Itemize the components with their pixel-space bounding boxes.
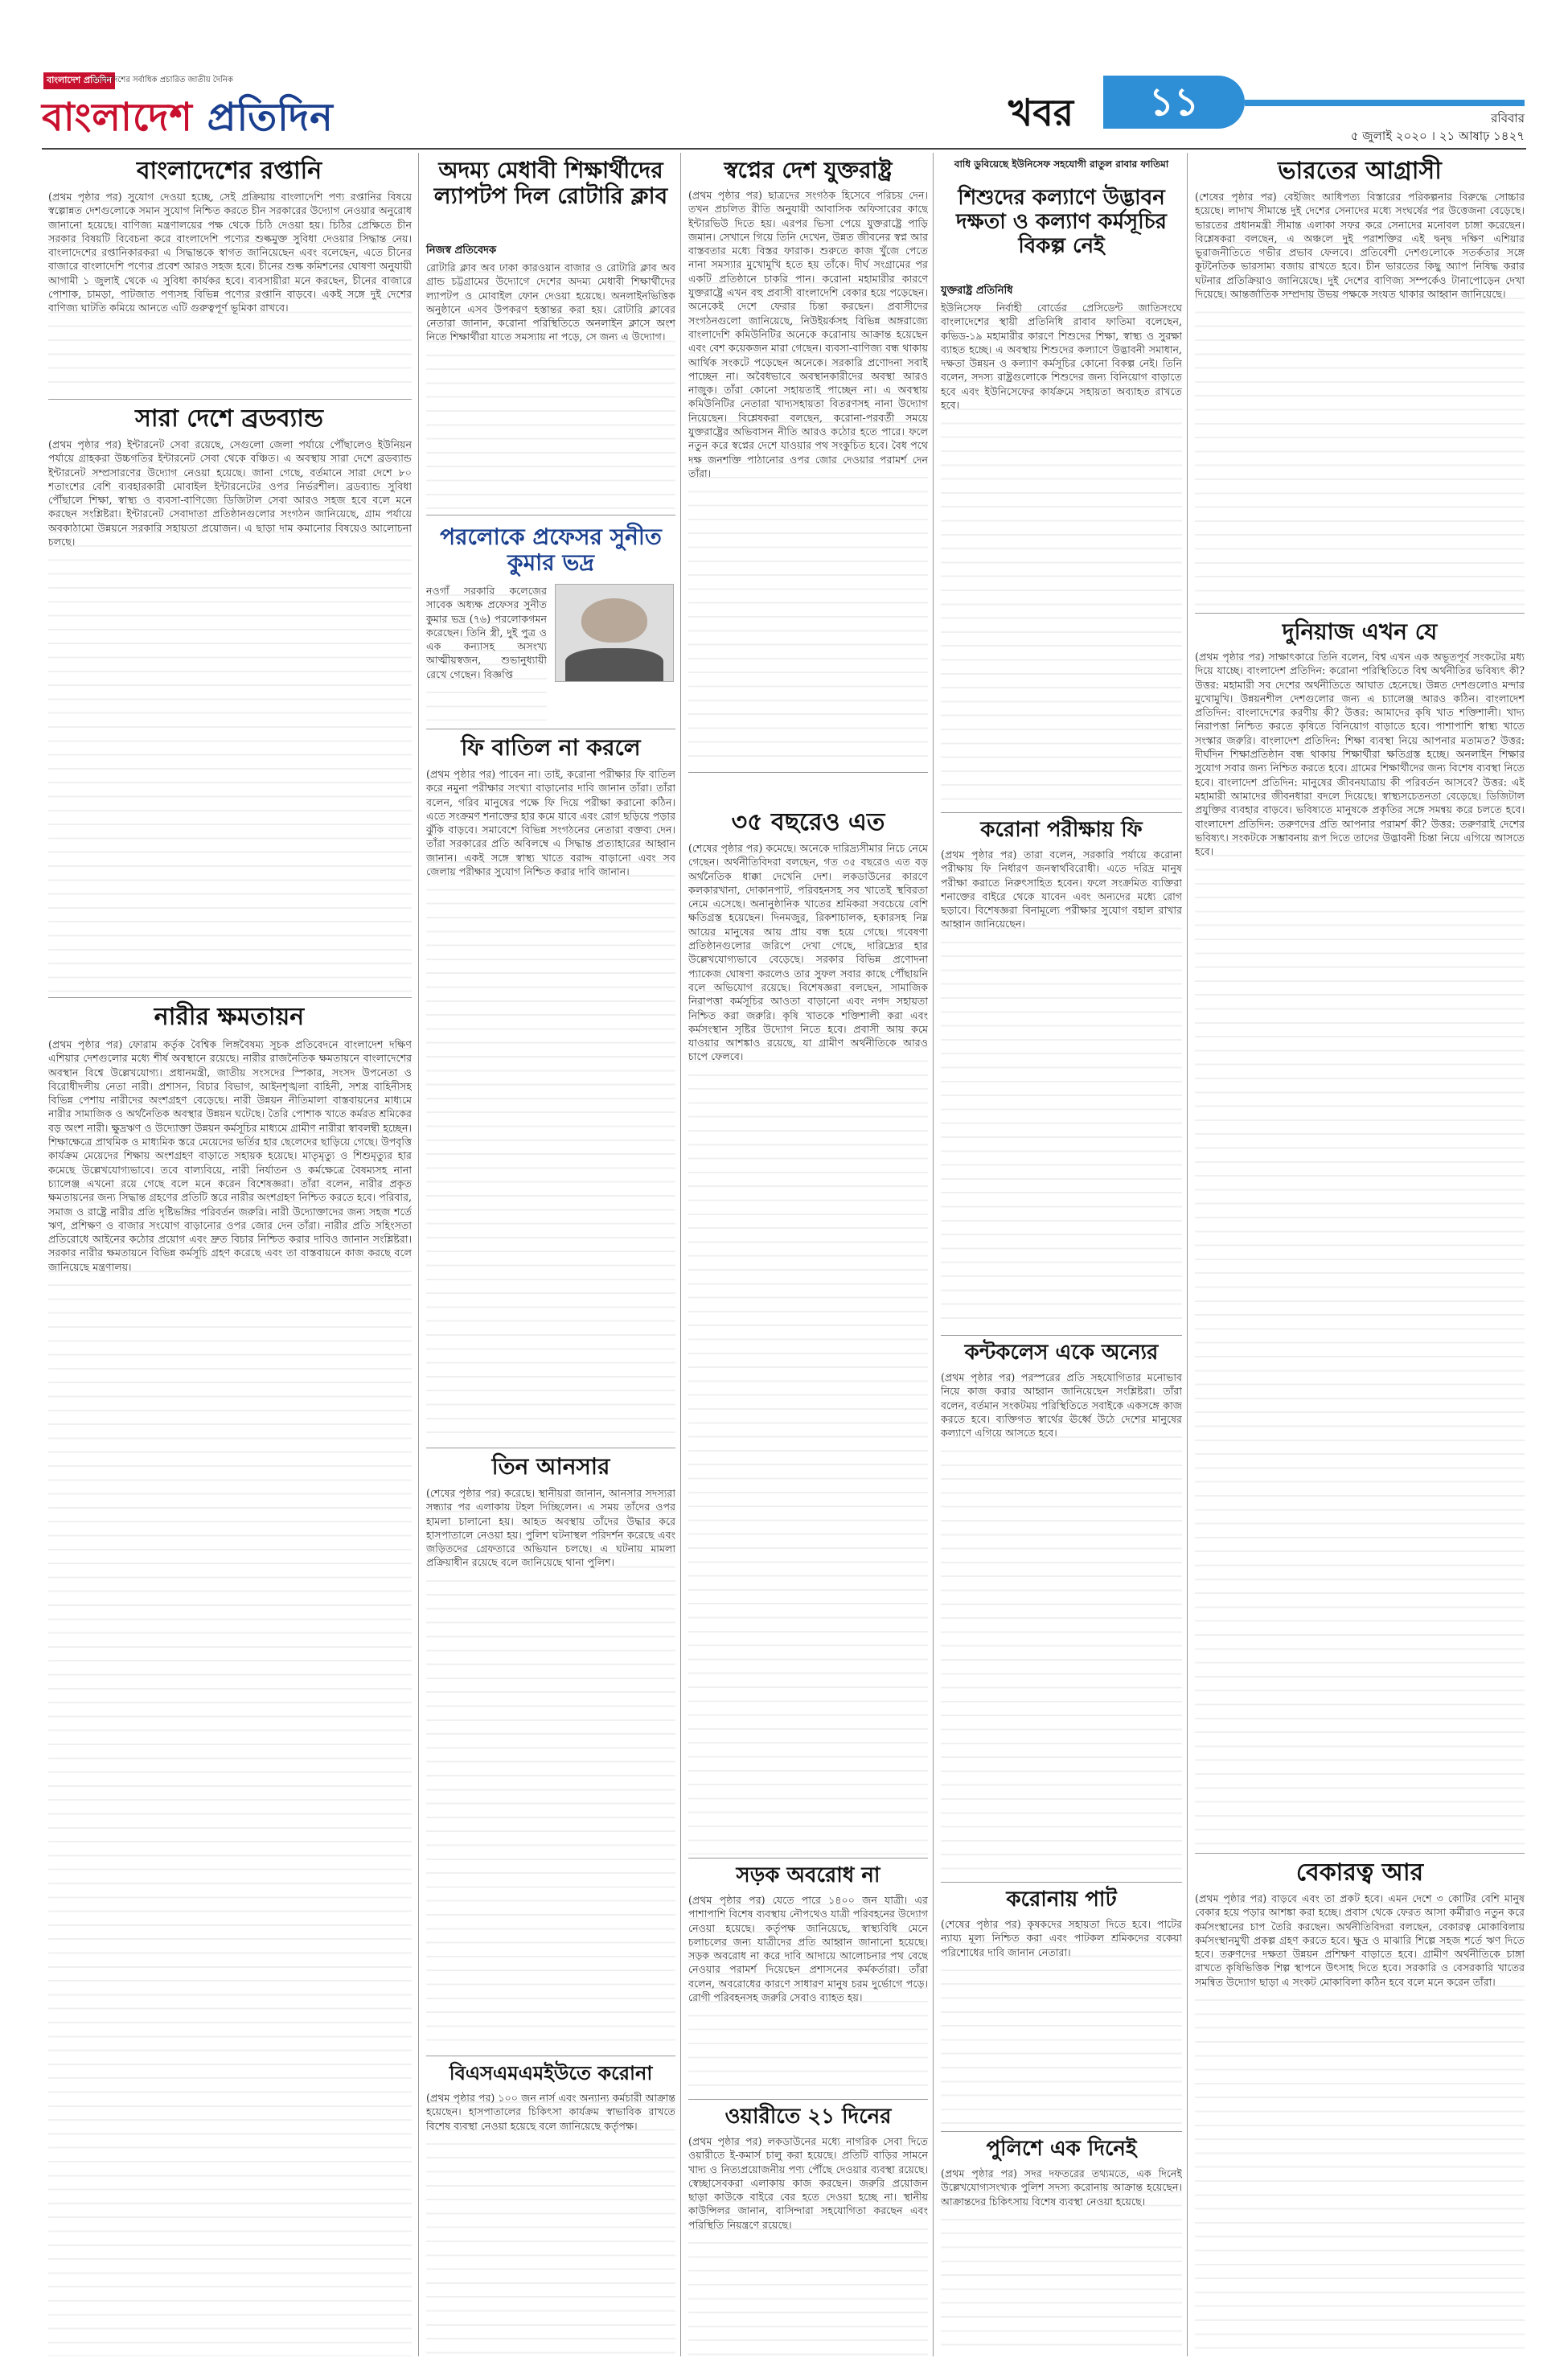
column-divider: [418, 153, 419, 2356]
page-number-badge: ১১: [1103, 76, 1245, 129]
article-divider: [688, 2099, 928, 2100]
headline: ফি বাতিল না করলে: [461, 734, 641, 761]
column-divider: [933, 153, 934, 2356]
article-body: [426, 767, 675, 1443]
article-body: [941, 2167, 1182, 2356]
headline: সড়ক অবরোধ না: [736, 1863, 880, 1887]
photo-shirt: [565, 648, 664, 681]
day-name: রবিবার: [1491, 111, 1525, 125]
article-text: (শেষের পৃষ্ঠার পর) বেইজিং আধিপত্য বিস্তারের পরিকল্পনার বিরুদ্ধে সোচ্চার হয়েছে। লাদাখ সীমান্তে দুই দেশের সেনাদের মধ্যে সংঘর্ষের পর উত্তেজনা বেড়েছে। ভারতের প্রধানমন্ত্রী সীমান্ত এলাকা সফর করে সেনাদের মনোবল চাঙ্গা করেছেন। বিশ্লেষকরা বলছেন, এ অঞ্চলে দুই পরাশক্তির এই দ্বন্দ্ব দক্ষিণ এশিয়ার ভূরাজনীতিতে গভীর প্রভাব ফেলবে। প্রতিবেশী দেশগুলোকে সতর্কতার সঙ্গে কূটনৈতিক ভারসাম্য বজায় রাখতে হবে। চীন ভারতের কিছু অ্যাপ নিষিদ্ধ করার ঘটনার প্রতিক্রিয়াও জানিয়েছে। দুই দেশের বাণিজ্য সম্পর্কেও টানাপোড়েন দেখা দিয়েছে। আন্তর্জাতিক সম্প্রদায় উভয় পক্ষকে সংযত থাকার আহ্বান জানিয়েছে।: [1195, 191, 1525, 301]
article-text: (প্রথম পৃষ্ঠার পর) সুযোগ দেওয়া হচ্ছে, সেই প্রক্রিয়ায় বাংলাদেশি পণ্য রপ্তানির বিষয়ে স্বল্পোন্নত দেশগুলোকে সমান সুযোগ নিশ্চিত করতে চীন সরকারের উদ্যোগ নেওয়ার অনুরোধ জানানো হয়েছে। বাণিজ্য মন্ত্রণালয়ের পক্ষ থেকে চিঠি দেওয়া হয়। চিঠির প্রেক্ষিতে চীন সরকার বিষয়টি বিবেচনা করে বাংলাদেশি পণ্যের শুল্কমুক্ত সুবিধা দেওয়ার সিদ্ধান্ত নেয়। বাংলাদেশের রপ্তানিকারকরা এ সিদ্ধান্তকে স্বাগত জানিয়েছেন এবং বলেছেন, এতে চীনের বাজারে বাংলাদেশি পণ্যের প্রবেশ আরও সহজ হবে। চীনের শুল্ক কমিশনের ঘোষণা অনুযায়ী আগামী ১ জুলাই থেকে এ সুবিধা কার্যকর হবে। ব্যবসায়ীরা মনে করছেন, চীনের বাজারে পোশাক, চামড়া, পাটজাত পণ্যসহ বিভিন্ন পণ্যের রপ্তানি বাড়বে। একই সঙ্গে দুই দেশের বাণিজ্য ঘাটতি কমিয়ে আনতে এটি গুরুত্বপূর্ণ ভূমিকা রাখবে।: [48, 191, 412, 314]
headline: ভারতের আগ্রাসী: [1278, 157, 1442, 185]
headline: পরলোকে প্রফেসর সুনীত কুমার ভদ্র: [440, 524, 662, 577]
headline: অদম্য মেধাবী শিক্ষার্থীদের ল্যাপটপ দিল রোটারি ক্লাব: [433, 157, 668, 210]
masthead-rule: [42, 148, 1526, 150]
headline: বেকারত্ব আর: [1295, 1859, 1424, 1887]
article-text: (প্রথম পৃষ্ঠার পর) সাক্ষাৎকারে তিনি বলেন, বিশ্ব এখন এক অভূতপূর্ব সংকটের মধ্য দিয়ে যাচ্ছে। বাংলাদেশ প্রতিদিন: করোনা পরিস্থিতিতে বিশ্ব অর্থনীতির ভবিষ্যৎ কী? উত্তর: মহামারী সব দেশের অর্থনীতিতে আঘাত হেনেছে। উন্নত দেশগুলোও মন্দার মুখোমুখি। উন্নয়নশীল দেশগুলোর জন্য এ চ্যালেঞ্জ আরও কঠিন। বাংলাদেশ প্রতিদিন: বাংলাদেশের করণীয় কী? উত্তর: আমাদের কৃষি খাত শক্তিশালী। খাদ্য নিরাপত্তা নিশ্চিত করতে কৃষিতে বিনিয়োগ বাড়াতে হবে। পাশাপাশি স্বাস্থ্য খাতে সংস্কার জরুরি। বাংলাদেশ প্রতিদিন: শিক্ষা ব্যবস্থা নিয়ে আপনার মতামত? উত্তর: দীর্ঘদিন শিক্ষাপ্রতিষ্ঠান বন্ধ থাকায় শিক্ষার্থীরা ক্ষতিগ্রস্ত হচ্ছে। অনলাইন শিক্ষার সুযোগ সবার জন্য নিশ্চিত করতে হবে। গ্রামের শিক্ষার্থীদের জন্য বিশেষ ব্যবস্থা নিতে হবে। বাংলাদেশ প্রতিদিন: মানুষের জীবনযাত্রায় কী পরিবর্তন আসবে? উত্তর: এই মহামারী আমাদের জীবনধারা বদলে দিয়েছে। স্বাস্থ্যসচেতনতা বেড়েছে। ডিজিটাল প্রযুক্তির ব্যবহার বাড়বে। ভবিষ্যতে মানুষকে প্রকৃতির সঙ্গে সমন্বয় করে চলতে হবে। বাংলাদেশ প্রতিদিন: তরুণদের প্রতি আপনার পরামর্শ কী? উত্তর: তরুণরাই দেশের ভবিষ্যৎ। সংকটকে সম্ভাবনায় রূপ দিতে তাদের উদ্ভাবনী চিন্তা নিয়ে এগিয়ে আসতে হবে।: [1195, 651, 1525, 858]
article-text: ইউনিসেফ নির্বাহী বোর্ডের প্রেসিডেন্ট জাতিসংঘে বাংলাদেশের স্থায়ী প্রতিনিধি রাবাব ফাতিমা বলেছেন, কভিড-১৯ মহামারীর কারণে শিশুদের শিক্ষা, স্বাস্থ্য ও সুরক্ষা ব্যাহত হচ্ছে। এ অবস্থায় শিশুদের কল্যাণে উদ্ভাবনী সমাধান, দক্ষতা উন্নয়ন ও কল্যাণ কর্মসূচির কোনো বিকল্প নেই। তিনি বলেন, সদস্য রাষ্ট্রগুলোকে শিশুদের জন্য বিনিয়োগ বাড়াতে হবে এবং ইউনিসেফের কার্যক্রমে সহায়তা অব্যাহত রাখতে হবে।: [941, 302, 1182, 412]
headline: শিশুদের কল্যাণে উদ্ভাবন দক্ষতা ও কল্যাণ কর্মসূচির বিকল্প নেই: [955, 186, 1167, 258]
article-text: (প্রথম পৃষ্ঠার পর) বাড়বে এবং তা প্রকট হবে। এমন দেশে ৩ কোটির বেশি মানুষ বেকার হয়ে পড়ার আশঙ্কা করা হচ্ছে। প্রবাস থেকে ফেরত আসা কর্মীরাও নতুন করে কর্মসংস্থানের চাপ তৈরি করছেন। অর্থনীতিবিদরা বলছেন, বেকারত্ব মোকাবিলায় কর্মসংস্থানমুখী প্রকল্প গ্রহণ করতে হবে। ক্ষুদ্র ও মাঝারি শিল্পে সহজ শর্তে ঋণ দিতে হবে। তরুণদের দক্ষতা উন্নয়ন প্রশিক্ষণ বাড়াতে হবে। গ্রামীণ অর্থনীতিকে চাঙ্গা রাখতে কৃষিভিত্তিক শিল্প স্থাপনে উৎসাহ দিতে হবে। সরকারি ও বেসরকারি খাতের সমন্বিত উদ্যোগ ছাড়া এ সংকট মোকাবিলা কঠিন হবে বলে মনে করেন তাঁরা।: [1195, 1892, 1525, 1988]
logo-part-1: বাংলাদেশ: [42, 95, 207, 140]
article-body: [426, 1486, 675, 2049]
article-text: (প্রথম পৃষ্ঠার পর) পাবেন না। তাই, করোনা পরীক্ষার ফি বাতিল করে নমুনা পরীক্ষার সংখ্যা বাড়ানোর দাবি জানান তাঁরা। তাঁরা বলেন, গরিব মানুষের পক্ষে ফি দিয়ে পরীক্ষা করানো কঠিন। এতে সংক্রমণ শনাক্তের হার কমে যাবে এবং রোগ ছড়িয়ে পড়ার ঝুঁকি বাড়বে। সমাবেশে বিভিন্ন সংগঠনের নেতারা বক্তব্য দেন। তাঁরা সরকারের প্রতি অবিলম্বে এ সিদ্ধান্ত প্রত্যাহারের আহ্বান জানান। একই সঙ্গে স্বাস্থ্য খাতে বরাদ্দ বাড়ানো এবং সব জেলায় পরীক্ষার সুযোগ নিশ্চিত করার দাবি জানান।: [426, 768, 675, 878]
article-body: [1195, 190, 1525, 608]
column-divider: [680, 153, 681, 2356]
article-text: (শেষের পৃষ্ঠার পর) কমেছে। অনেকে দারিদ্র্যসীমার নিচে নেমে গেছেন। অর্থনীতিবিদরা বলছেন, গত ৩৫ বছরেও এত বড় অর্থনৈতিক ধাক্কা দেখেনি দেশ। লকডাউনের কারণে কলকারখানা, দোকানপাট, পরিবহনসহ সব খাতেই স্থবিরতা নেমে এসেছে। অনানুষ্ঠানিক খাতের শ্রমিকরা সবচেয়ে বেশি ক্ষতিগ্রস্ত হয়েছেন। দিনমজুর, রিকশাচালক, হকারসহ নিম্ন আয়ের মানুষের আয় প্রায় বন্ধ হয়ে গেছে। গবেষণা প্রতিষ্ঠানগুলোর জরিপে দেখা গেছে, দারিদ্র্যের হার উল্লেখযোগ্যভাবে বেড়েছে। সরকার বিভিন্ন প্রণোদনা প্যাকেজ ঘোষণা করলেও তার সুফল সবার কাছে পৌঁছায়নি বলে অভিযোগ রয়েছে। বিশেষজ্ঞরা বলছেন, সামাজিক নিরাপত্তা কর্মসূচির আওতা বাড়ানো এবং নগদ সহায়তা নিশ্চিত করা জরুরি। কৃষি খাতকে শক্তিশালী করা এবং কর্মসংস্থান সৃষ্টির উদ্যোগ নিতে হবে। প্রবাসী আয় কমে যাওয়ার আশঙ্কাও রয়েছে, যা গ্রামীণ অর্থনীতিকে আরও চাপে ফেলবে।: [688, 842, 928, 1063]
headline: দুনিয়াজ এখন যে: [1282, 618, 1438, 645]
kicker: বাধি ডুবিয়েছে ইউনিসেফ সহযোগী রাতুল রাবার ফাতিমা: [954, 158, 1169, 170]
article-body: [941, 848, 1182, 1330]
article-body: [688, 841, 928, 1854]
article-body: [941, 1917, 1182, 2126]
article-text: নওগাঁ সরকারি কলেজের সাবেক অধ্যক্ষ প্রফেসর সুনীত কুমার ভদ্র (৭৬) পরলোকগমন করেছেন। তিনি স্ত্রী, দুই পুত্র ও এক কন্যাসহ অসংখ্য আত্মীয়স্বজন, শুভানুধ্যায়ী রেখে গেছেন। বিজ্ঞপ্তি: [426, 585, 547, 680]
headline: তিন আনসার: [491, 1453, 610, 1480]
headline: ওয়ারীতে ২১ দিনের: [724, 2105, 892, 2129]
article-divider: [941, 2131, 1182, 2132]
headline: স্বপ্নের দেশ যুক্তরাষ্ট্র: [724, 157, 893, 183]
article-divider: [941, 812, 1182, 813]
headline: করোনা পরীক্ষায় ফি: [980, 818, 1143, 842]
article-body: [1195, 650, 1525, 1848]
newspaper-logo[interactable]: [42, 71, 363, 143]
article-divider: [1195, 1853, 1525, 1854]
article-divider: [48, 399, 412, 400]
article-divider: [941, 1335, 1182, 1336]
article-text: রোটারি ক্লাব অব ঢাকা কারওয়ান বাজার ও রোটারি ক্লাব অব গ্রান্ড চট্টগ্রামের উদ্যোগে দেশের অদম্য মেধাবী শিক্ষার্থীদের ল্যাপটপ ও মোবাইল ফোন দেওয়া হয়েছে। অনলাইনভিত্তিক অনুষ্ঠানে এসব উপকরণ হস্তান্তর করা হয়। রোটারি ক্লাবের নেতারা জানান, করোনা পরিস্থিতিতে অনলাইন ক্লাসে অংশ নিতে শিক্ষার্থীরা যাতে সমস্যায় না পড়ে, সে জন্য এ উদ্যোগ।: [426, 261, 675, 343]
article-text: (প্রথম পৃষ্ঠার পর) লকডাউনের মধ্যে নাগরিক সেবা দিতে ওয়ারীতে ই-কমার্স চালু করা হয়েছে। প্রতিটি বাড়ির সামনে খাদ্য ও নিত্যপ্রয়োজনীয় পণ্য পৌঁছে দেওয়ার ব্যবস্থা রয়েছে। স্বেচ্ছাসেবকরা এলাকায় কাজ করছেন। জরুরি প্রয়োজন ছাড়া কাউকে বাইরে বের হতে দেওয়া হচ্ছে না। স্থানীয় কাউন্সিলর জানান, বাসিন্দারা সহযোগিতা করছেন এবং পরিস্থিতি নিয়ন্ত্রণে রয়েছে।: [688, 2135, 928, 2231]
headline: পুলিশে এক দিনেই: [986, 2137, 1137, 2161]
article-text: (প্রথম পৃষ্ঠার পর) ইন্টারনেট সেবা রয়েছে, সেগুলো জেলা পর্যায়ে পৌঁছালেও ইউনিয়ন পর্যায়ে গ্রাহকরা উচ্চগতির ইন্টারনেট সেবা থেকে বঞ্চিত। এ অবস্থায় সারা দেশে ব্রডব্যান্ড ইন্টারনেট সম্প্রসারণের উদ্যোগ নেওয়া হয়েছে। জানা গেছে, বর্তমানে সারা দেশে ৮০ শতাংশের বেশি ব্যবহারকারী মোবাইল ইন্টারনেটের ওপর নির্ভরশীল। ব্রডব্যান্ড সুবিধা পৌঁছালে শিক্ষা, স্বাস্থ্য ও ব্যবসা-বাণিজ্যে ডিজিটাল সেবা আরও সহজ হবে বলে মনে করছেন সংশ্লিষ্টরা। ইন্টারনেট সেবাদাতা প্রতিষ্ঠানগুলোর সংগঠন জানিয়েছে, গ্রাম পর্যায়ে অবকাঠামো উন্নয়নে সরকারি সহায়তা প্রয়োজন। এ ছাড়া দাম কমানোর বিষয়েও আলোচনা চলছে।: [48, 438, 412, 548]
byline: নিজস্ব প্রতিবেদক: [426, 244, 497, 257]
article-text: (শেষের পৃষ্ঠার পর) করেছে। স্থানীয়রা জানান, আনসার সদস্যরা সন্ধ্যার পর এলাকায় টহল দিচ্ছিলেন। এ সময় তাঁদের ওপর হামলা চালানো হয়। আহত অবস্থায় তাঁদের উদ্ধার করে হাসপাতালে নেওয়া হয়। পুলিশ ঘটনাস্থল পরিদর্শন করেছে এবং জড়িতদের গ্রেফতারে অভিযান চলছে। এ ঘটনায় মামলা প্রক্রিয়াধীন রয়েছে বলে জানিয়েছে থানা পুলিশ।: [426, 1487, 675, 1569]
headline: বাংলাদেশের রপ্তানি: [136, 157, 322, 185]
article-body: [426, 584, 547, 721]
date-line: ৫ জুলাই ২০২০ । ২১ আষাঢ় ১৪২৭: [1350, 129, 1525, 143]
article-body: [48, 1037, 412, 2356]
article-text: (শেষের পৃষ্ঠার পর) কৃষকদের সহায়তা দিতে হবে। পাটের ন্যায্য মূল্য নিশ্চিত করা এবং পাটকল শ্রমিকদের বকেয়া পরিশোধের দাবি জানান নেতারা।: [941, 1918, 1182, 1958]
column-divider: [1187, 153, 1188, 2356]
headline: করোনায় পাট: [1006, 1887, 1117, 1912]
logo-part-2: প্রতিদিন: [207, 95, 334, 140]
obituary-photo: [555, 584, 674, 682]
article-body: [688, 1893, 928, 2094]
headline: নারীর ক্ষমতায়ন: [154, 1003, 305, 1031]
article-text: (প্রথম পৃষ্ঠার পর) ছাত্রদের সংগঠক হিসেবে পরিচয় দেন। তখন প্রচলিত রীতি অনুযায়ী আবাসিক অফিসারের কাছে ইন্টারভিউ দিতে হয়। এরপর ভিসা পেয়ে যুক্তরাষ্ট্রে পাড়ি জমান। সেখানে গিয়ে তিনি দেখেন, উন্নত জীবনের স্বপ্ন আর বাস্তবতার মধ্যে বিস্তর ফারাক। শুরুতে কাজ খুঁজে পেতে নানা সমস্যার মুখোমুখি হতে হয় তাঁকে। দীর্ঘ সংগ্রামের পর একটি প্রতিষ্ঠানে চাকরি পান। করোনা মহামারীর কারণে যুক্তরাষ্ট্রে এখন বহু প্রবাসী বাংলাদেশি বেকার হয়ে পড়েছেন। অনেকেই দেশে ফেরার চিন্তা করছেন। প্রবাসীদের সংগঠনগুলো জানিয়েছে, নিউইয়র্কসহ বিভিন্ন অঙ্গরাজ্যে বাংলাদেশি কমিউনিটির অনেকে করোনায় আক্রান্ত হয়েছেন এবং বেশ কয়েকজন মারা গেছেন। ব্যবসা-বাণিজ্য বন্ধ থাকায় আর্থিক সংকটে পড়েছেন অনেকে। সরকারি প্রণোদনা সবাই পাচ্ছেন না। অবৈধভাবে অবস্থানকারীদের অবস্থা আরও নাজুক। তাঁরা কোনো সহায়তাই পাচ্ছেন না। এ অবস্থায় কমিউনিটির নেতারা খাদ্যসহায়তা বিতরণসহ নানা উদ্যোগ নিয়েছেন। বিশ্লেষকরা বলছেন, করোনা-পরবর্তী সময়ে যুক্তরাষ্ট্রের অভিবাসন নীতি আরও কঠোর হতে পারে। ফলে নতুন করে স্বপ্নের দেশে যাওয়ার পথ সংকুচিত হবে। বৈধ পথে দক্ষ জনশক্তি পাঠানোর ওপর জোর দেওয়ার পরামর্শ দেন তাঁরা।: [688, 189, 928, 479]
article-text: (প্রথম পৃষ্ঠার পর) তারা বলেন, সরকারি পর্যায়ে করোনা পরীক্ষায় ফি নির্ধারণ জনস্বার্থবিরোধী। এতে দরিদ্র মানুষ পরীক্ষা করাতে নিরুৎসাহিত হবেন। ফলে সংক্রমিত ব্যক্তিরা শনাক্তের বাইরে থেকে যাবেন এবং অন্যদের মধ্যে রোগ ছড়াবে। বিশেষজ্ঞরা বিনামূল্যে পরীক্ষার সুযোগ বহাল রাখার আহ্বান জানিয়েছেন।: [941, 848, 1182, 930]
article-divider: [688, 772, 928, 773]
byline: যুক্তরাষ্ট্র প্রতিনিধি: [941, 285, 1013, 297]
article-text: (প্রথম পৃষ্ঠার পর) ১০০ জন নার্স এবং অন্যান্য কর্মচারী আক্রান্ত হয়েছেন। হাসপাতালের চিকিৎসা কার্যক্রম স্বাভাবিক রাখতে বিশেষ ব্যবস্থা নেওয়া হয়েছে বলে জানিয়েছে কর্তৃপক্ষ।: [426, 2092, 675, 2132]
article-divider: [48, 997, 412, 998]
headline: সারা দেশে ব্রডব্যান্ড: [135, 405, 323, 433]
masthead-accent-bar: [1245, 100, 1525, 106]
section-title: খবর: [1008, 91, 1074, 134]
article-body: [48, 190, 412, 391]
article-divider: [941, 1882, 1182, 1883]
article-body: [1195, 1891, 1525, 2356]
article-body: [426, 261, 675, 510]
article-body: [941, 1370, 1182, 1877]
article-text: (প্রথম পৃষ্ঠার পর) ফোরাম কর্তৃক বৈশ্বিক লিঙ্গবৈষম্য সূচক প্রতিবেদনে বাংলাদেশ দক্ষিণ এশিয়ার দেশগুলোর মধ্যে শীর্ষ অবস্থানে রয়েছে। নারীর রাজনৈতিক ক্ষমতায়নে বাংলাদেশের অবস্থান বিশ্বে উল্লেখযোগ্য। প্রধানমন্ত্রী, জাতীয় সংসদের স্পিকার, সংসদ উপনেতা ও বিরোধীদলীয় নেতা নারী। প্রশাসন, বিচার বিভাগ, আইনশৃঙ্খলা বাহিনী, সশস্ত্র বাহিনীসহ বিভিন্ন পেশায় নারীদের অংশগ্রহণ বেড়েছে। নারী উন্নয়ন নীতিমালা বাস্তবায়নের মাধ্যমে নারীর সামাজিক ও অর্থনৈতিক অবস্থার উন্নয়ন ঘটেছে। তৈরি পোশাক খাতে কর্মরত শ্রমিকের বড় অংশ নারী। ক্ষুদ্রঋণ ও উদ্যোক্তা উন্নয়ন কর্মসূচির মাধ্যমে গ্রামীণ নারীরা স্বাবলম্বী হচ্ছেন। শিক্ষাক্ষেত্রে প্রাথমিক ও মাধ্যমিক স্তরে মেয়েদের ভর্তির হার ছেলেদের ছাড়িয়ে গেছে। উপবৃত্তি কার্যক্রম মেয়েদের শিক্ষায় অংশগ্রহণ বাড়াতে সহায়ক হয়েছে। মাতৃমৃত্যু ও শিশুমৃত্যুর হার কমেছে উল্লেখযোগ্যভাবে। তবে বাল্যবিয়ে, নারী নির্যাতন ও কর্মক্ষেত্রে বৈষম্যসহ নানা চ্যালেঞ্জ এখনো রয়ে গেছে বলে মনে করেন বিশেষজ্ঞরা। তাঁরা বলেন, নারীর প্রকৃত ক্ষমতায়নের জন্য সিদ্ধান্ত গ্রহণের প্রতিটি স্তরে নারীর অংশগ্রহণ নিশ্চিত করতে হবে। পরিবার, সমাজ ও রাষ্ট্রে নারীর প্রতি দৃষ্টিভঙ্গির পরিবর্তন জরুরি। নারী উদ্যোক্তাদের জন্য সহজ শর্তে ঋণ, প্রশিক্ষণ ও বাজার সংযোগ বাড়ানোর ওপর জোর দেন তাঁরা। নারীর প্রতি সহিংসতা প্রতিরোধে আইনের কঠোর প্রয়োগ এবং দ্রুত বিচার নিশ্চিত করার দাবিও জানান সংশ্লিষ্টরা। সরকার নারীর ক্ষমতায়নে বিভিন্ন কর্মসূচি গ্রহণ করেছে এবং তা বাস্তবায়নে কাজ করছে বলে জানিয়েছে মন্ত্রণালয়।: [48, 1038, 412, 1273]
masthead: [42, 71, 1526, 145]
logo-tag: বাংলাদেশ প্রতিদিন: [43, 72, 115, 89]
article-divider: [688, 1858, 928, 1859]
headline: কন্টকলেস একে অন্যের: [964, 1341, 1159, 1365]
logo-tagline: বাংলাদেশের সর্বাধিক প্রচারিত জাতীয় দৈনিক: [92, 76, 233, 84]
article-body: [688, 188, 928, 767]
article-text: (প্রথম পৃষ্ঠার পর) পরস্পরের প্রতি সহযোগিতার মনোভাব নিয়ে কাজ করার আহ্বান জানিয়েছেন সংশ্লিষ্টরা। তাঁরা বলেন, বর্তমান সংকটময় পরিস্থিতিতে সবাইকে একসঙ্গে কাজ করতে হবে। ব্যক্তিগত স্বার্থের ঊর্ধ্বে উঠে দেশের মানুষের কল্যাণে এগিয়ে আসতে হবে।: [941, 1371, 1182, 1440]
article-text: (প্রথম পৃষ্ঠার পর) যেতে পারে ১৪০০ জন যাত্রী। এর পাশাপাশি বিশেষ ব্যবস্থায় নৌপথেও যাত্রী পরিবহনের উদ্যোগ নেওয়া হয়েছে। কর্তৃপক্ষ জানিয়েছে, স্বাস্থ্যবিধি মেনে চলাচলের জন্য যাত্রীদের প্রতি আহ্বান জানানো হয়েছে। সড়ক অবরোধ না করে দাবি আদায়ে আলোচনার পথ বেছে নেওয়ার পরামর্শ দিয়েছেন প্রশাসনের কর্মকর্তারা। তাঁরা বলেন, অবরোধের কারণে সাধারণ মানুষ চরম দুর্ভোগে পড়ে। রোগী পরিবহনসহ জরুরি সেবাও ব্যাহত হয়।: [688, 1894, 928, 2004]
article-divider: [1195, 613, 1525, 614]
article-text: (প্রথম পৃষ্ঠার পর) সদর দফতরের তথ্যমতে, এক দিনেই উল্লেখযোগ্যসংখ্যক পুলিশ সদস্য করোনায় আক্রান্ত হয়েছেন। আক্রান্তদের চিকিৎসায় বিশেষ ব্যবস্থা নেওয়া হয়েছে।: [941, 2167, 1182, 2208]
headline: বিএসএমএমইউতে করোনা: [449, 2061, 653, 2084]
photo-face: [581, 598, 647, 643]
article-body: [48, 437, 412, 992]
article-body: [941, 301, 1182, 807]
headline: ৩৫ বছরেও এত: [731, 808, 885, 836]
article-body: [426, 2091, 675, 2356]
article-body: [688, 2134, 928, 2356]
logo-text: [42, 88, 334, 152]
